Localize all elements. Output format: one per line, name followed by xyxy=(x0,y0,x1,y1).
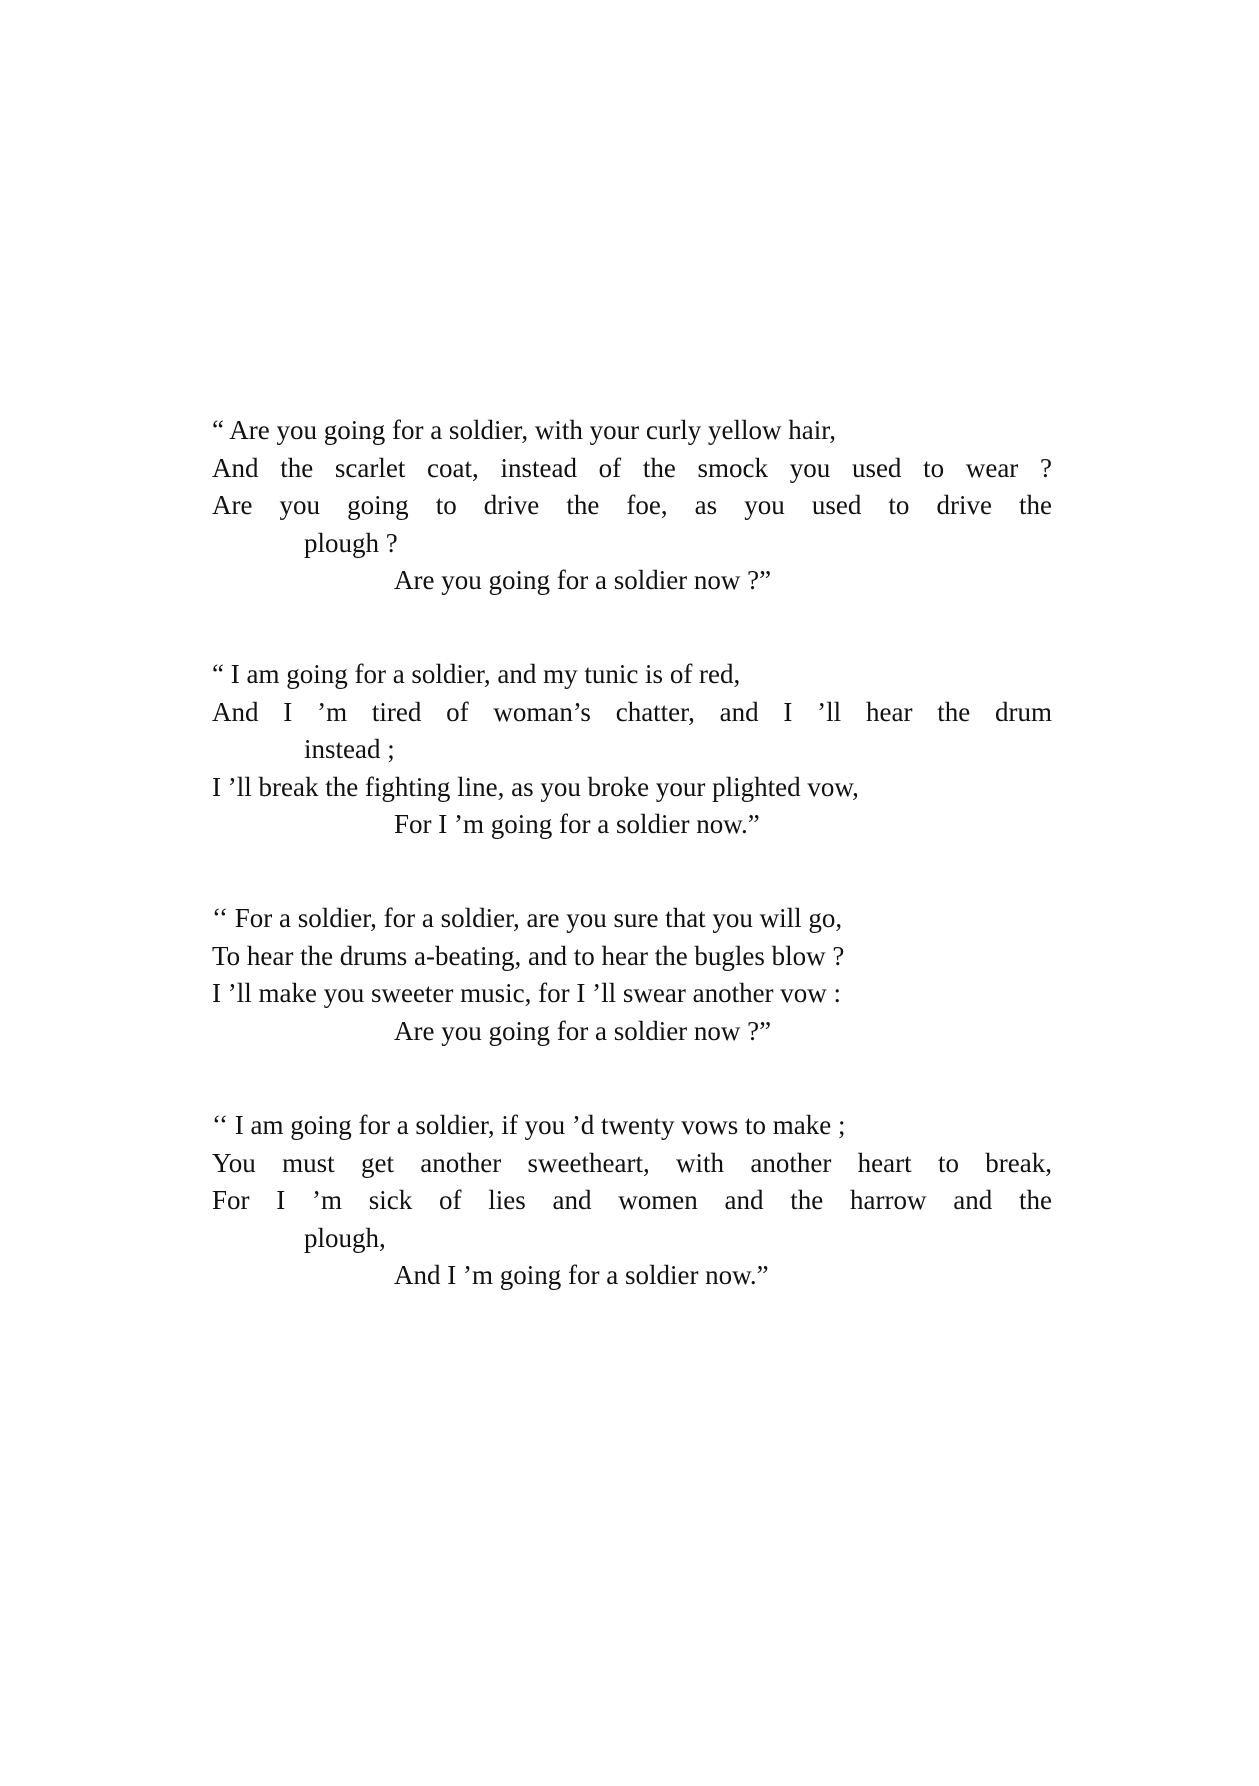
stanza-3 xyxy=(212,900,1052,1050)
verse-line: Are you going to drive the foe, as you used to drive the xyxy=(212,490,1052,520)
verse-line-turnover: plough ? xyxy=(304,527,398,558)
verse-line: To hear the drums a-beating, and to hear the bugles blow ? xyxy=(212,940,845,971)
stanza-4 xyxy=(212,1107,1052,1295)
refrain-line: For I ’m going for a soldier now.” xyxy=(394,809,760,839)
verse-line: And the scarlet coat, instead of the smock you used to wear ? xyxy=(212,452,1052,483)
verse-line: “ I am going for a soldier, and my tunic is of red, xyxy=(212,659,741,689)
verse-line-turnover: plough, xyxy=(304,1222,386,1253)
verse-line: I ’ll break the fighting line, as you broke your plighted vow, xyxy=(212,771,859,802)
stanza-2 xyxy=(212,656,1052,844)
refrain-line: And I ’m going for a soldier now.” xyxy=(394,1260,769,1290)
verse-line: “ Are you going for a soldier, with your curly yellow hair, xyxy=(212,415,836,445)
verse-line: ‘‘ I am going for a soldier, if you ’d twenty vows to make ; xyxy=(212,1110,846,1140)
verse-line: For I ’m sick of lies and women and the harrow and the xyxy=(212,1185,1052,1215)
verse-line: ‘‘ For a soldier, for a soldier, are you sure that you will go, xyxy=(212,903,843,933)
verse-line: You must get another sweetheart, with another heart to break, xyxy=(212,1147,1052,1178)
verse-line-turnover: instead ; xyxy=(304,734,395,764)
refrain-line: Are you going for a soldier now ?” xyxy=(394,565,772,595)
verse-line: I ’ll make you sweeter music, for I ’ll swear another vow : xyxy=(212,978,842,1008)
refrain-line: Are you going for a soldier now ?” xyxy=(394,1015,772,1046)
verse-line: And I ’m tired of woman’s chatter, and I ’ll hear the drum xyxy=(212,696,1052,727)
stanza-1 xyxy=(212,412,1052,600)
